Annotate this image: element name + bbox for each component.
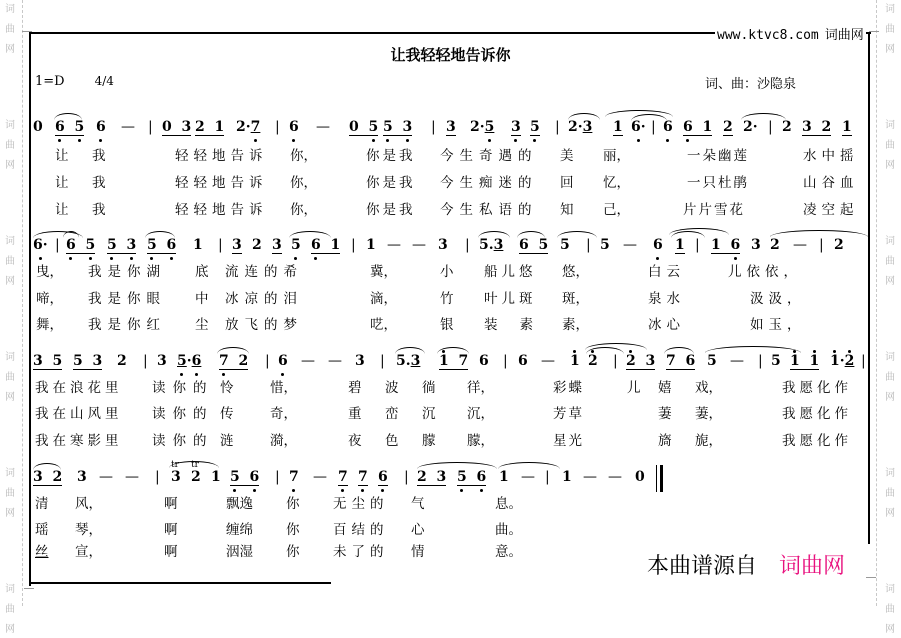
watermark-glyph: 网	[885, 508, 895, 519]
watermark-glyph: 网	[5, 160, 15, 171]
watermark-glyph: 词	[5, 352, 15, 363]
lyrics-verse-3-system-3: 我在寒影里 读你的 涟 漪， 夜 色 朦 朦， 星光 旖 旎， 我愿化作	[35, 433, 852, 449]
source-footer	[647, 549, 845, 580]
watermark-glyph: 网	[885, 276, 895, 287]
watermark-glyph: 曲	[5, 24, 15, 35]
site-name: 词曲网	[824, 28, 864, 43]
lyrics-verse-2-system-3: 我在山风里 读你的 传 奇， 重 峦 沉 沉， 芳草 萋 萋， 我愿化作	[35, 406, 852, 422]
watermark-glyph: 曲	[5, 604, 15, 615]
lyrics-verse-1-system-1: 让 我 轻轻地告诉 你， 你是我 今生奇遇的 美 丽， 一朵幽莲 水中摇	[55, 148, 859, 164]
watermark-glyph: 曲	[5, 256, 15, 267]
lyrics-verse-3-system-1: 让 我 轻轻地告诉 你， 你是我 今生私语的 知 己， 片片雪花 凌空起	[55, 202, 859, 218]
watermark-glyph: 网	[5, 44, 15, 55]
watermark-glyph: 词	[885, 584, 895, 595]
crop-mark	[22, 31, 32, 32]
source-brand-link[interactable]: 词曲网	[779, 554, 846, 579]
watermark-glyph: 曲	[5, 372, 15, 383]
site-url[interactable]: www.ktvc8.com	[717, 28, 819, 43]
watermark-glyph: 曲	[885, 256, 895, 267]
watermark-glyph: 曲	[885, 488, 895, 499]
song-title: 让我轻轻地告诉你	[390, 46, 511, 64]
lyrics-verse-1-system-3: 我在浪花里 读你的 怜 惜， 碧 波 徜 徉， 彩蝶 儿 嬉 戏， 我愿化作	[35, 380, 852, 396]
watermark-glyph: 词	[885, 468, 895, 479]
crop-mark	[24, 588, 34, 589]
watermark-glyph: 词	[885, 236, 895, 247]
lyrics-verse-3-system-4: 丝 宣， 啊 洇湿 你 未了的 情 意。	[35, 544, 522, 560]
lyrics-verse-2-system-4: 瑶 琴， 啊 缠绵 你 百结的 心 曲。	[35, 522, 522, 538]
watermark-glyph: 网	[885, 160, 895, 171]
watermark-glyph: 曲	[885, 604, 895, 615]
watermark-glyph: 词	[5, 468, 15, 479]
composer-credit: 词、曲：沙隐泉	[705, 77, 797, 92]
watermark-glyph: 词	[5, 120, 15, 131]
watermark-glyph: 曲	[885, 24, 895, 35]
lyrics-verse-3-system-2: 舞， 我是你红 尘 放飞的梦 呓， 银 装素 素， 冰心 如玉，	[36, 317, 806, 333]
lyrics-verse-1-system-4: 清 风， 啊 飘逸 你 无尘的 气 息。	[35, 496, 522, 512]
lyrics-verse-1-system-2: 曳， 我是你湖 底 流连的希 冀， 小 船儿悠 悠， 白云 儿依依，	[36, 264, 802, 280]
watermark-glyph: 词	[5, 4, 15, 15]
key-signature	[35, 74, 114, 89]
watermark-glyph: 网	[885, 44, 895, 55]
final-barline-thin	[656, 465, 657, 492]
key-label: 1=D	[35, 74, 65, 89]
final-barline-thick	[660, 465, 663, 492]
watermark-glyph: 词	[5, 584, 15, 595]
watermark-glyph: 词	[885, 120, 895, 131]
crop-mark	[866, 577, 876, 578]
time-signature: 4/4	[94, 74, 114, 88]
watermark-glyph: 词	[885, 352, 895, 363]
watermark-glyph: 网	[885, 624, 895, 635]
lyrics-verse-2-system-1: 让 我 轻轻地告诉 你， 你是我 今生痴迷的 回 忆， 一只杜鹃 山谷血	[55, 175, 859, 191]
lyrics-verse-2-system-2: 啼， 我是你眼 中 冰凉的泪 滴， 竹 叶儿斑 斑， 泉水 汲汲，	[36, 291, 806, 307]
watermark-glyph: 曲	[885, 372, 895, 383]
watermark-glyph: 网	[5, 392, 15, 403]
source-label: 本曲谱源自	[647, 554, 758, 579]
watermark-glyph: 网	[885, 392, 895, 403]
crop-mark	[869, 31, 879, 32]
watermark-glyph: 曲	[5, 488, 15, 499]
site-link[interactable]	[715, 24, 866, 43]
watermark-glyph: 网	[5, 276, 15, 287]
watermark-glyph: 网	[5, 624, 15, 635]
watermark-glyph: 词	[5, 236, 15, 247]
watermark-glyph: 网	[5, 508, 15, 519]
watermark-glyph: 曲	[885, 140, 895, 151]
watermark-glyph: 曲	[5, 140, 15, 151]
score-frame-bottom-edge	[29, 582, 331, 584]
watermark-glyph: 词	[885, 4, 895, 15]
